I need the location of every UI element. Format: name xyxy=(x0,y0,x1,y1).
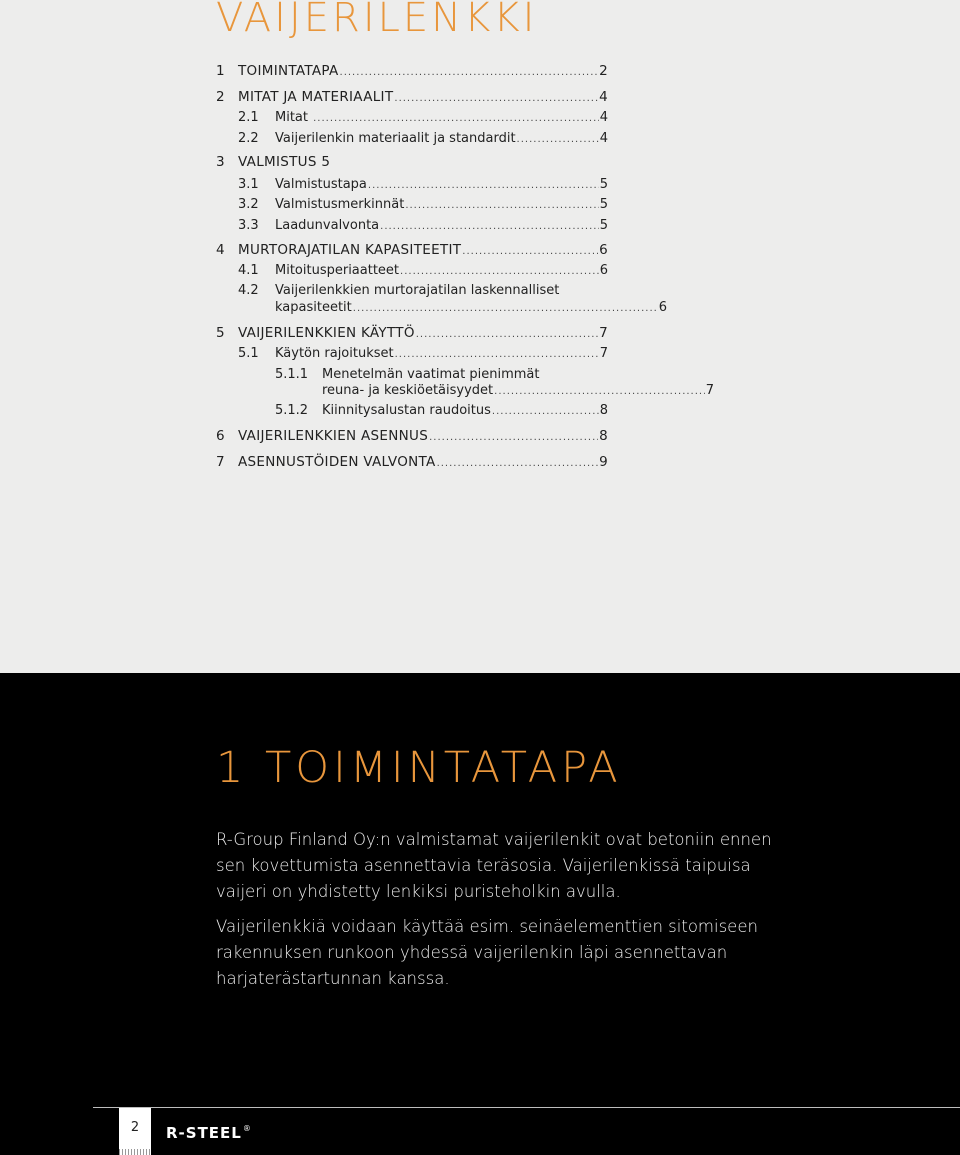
toc-item[interactable] xyxy=(216,197,608,214)
toc-item[interactable] xyxy=(216,177,608,194)
toc-item[interactable] xyxy=(216,367,608,383)
toc-leader xyxy=(394,91,598,107)
toc-leader xyxy=(405,198,598,214)
toc-label: MURTORAJATILAN KAPASITEETIT xyxy=(238,242,462,258)
footer-divider xyxy=(93,1107,960,1108)
toc-item[interactable] xyxy=(216,242,608,260)
toc-leader xyxy=(368,178,599,194)
toc-number: 3.1 xyxy=(238,177,259,192)
registered-mark: ® xyxy=(242,1124,251,1133)
page-number: 2 xyxy=(130,1120,140,1135)
toc-leader xyxy=(517,132,599,148)
toc-number: 3 xyxy=(216,154,225,170)
body-paragraph: R-Group Finland Oy:n valmistamat vaijerilenkit ovat betoniin ennen sen kovettumista asennettavia teräsosia. Vaijerilenkissä taipuisa vaijeri on yhdistetty lenkiksi puristeholkin avulla. xyxy=(216,830,772,901)
toc-leader xyxy=(395,347,599,363)
toc-label: Mitoitusperiaatteet xyxy=(275,263,400,278)
toc-page: 7 xyxy=(599,346,608,361)
toc-page: 5 xyxy=(599,177,608,192)
toc-page: 7 xyxy=(705,383,714,398)
toc-label: Menetelmän vaatimat pienimmät xyxy=(322,367,540,382)
toc-item[interactable] xyxy=(216,325,608,343)
toc-leader xyxy=(462,244,598,260)
toc-page: 4 xyxy=(599,110,608,125)
toc-leader xyxy=(494,384,705,400)
page-box-stripes xyxy=(119,1149,151,1155)
toc-item[interactable] xyxy=(216,454,608,472)
toc-item[interactable] xyxy=(216,218,608,235)
toc-label: Laadunvalvonta xyxy=(275,218,380,233)
toc-label: VALMISTUS 5 xyxy=(238,154,331,170)
toc-page: 8 xyxy=(599,428,608,444)
page-number-box xyxy=(119,1108,151,1155)
toc-label: Vaijerilenkin materiaalit ja standardit xyxy=(275,131,516,146)
toc-label: Kiinnitysalustan raudoitus xyxy=(322,403,491,418)
toc-label: MITAT JA MATERIAALIT xyxy=(238,89,394,105)
toc-item-continuation[interactable] xyxy=(216,383,714,400)
toc-number: 1 xyxy=(216,63,225,79)
toc-label: TOIMINTATAPA xyxy=(238,63,339,79)
toc-label: VAIJERILENKKIEN ASENNUS xyxy=(238,428,429,444)
toc-number: 7 xyxy=(216,454,225,470)
toc-page: 5 xyxy=(599,197,608,212)
toc-number: 5 xyxy=(216,325,225,341)
section-heading: 1 TOIMINTATAPA xyxy=(216,743,622,793)
toc-leader xyxy=(437,456,599,472)
toc-page: 5 xyxy=(599,218,608,233)
toc-page: 6 xyxy=(599,263,608,278)
toc-item[interactable] xyxy=(216,89,608,107)
toc-leader xyxy=(492,404,599,420)
toc-leader xyxy=(429,430,598,446)
toc-number: 4 xyxy=(216,242,225,258)
toc-number: 3.2 xyxy=(238,197,259,212)
body-paragraph: Vaijerilenkkiä voidaan käyttää esim. seinäelementtien sitomiseen rakennuksen runkoon yhdessä vaijerilenkin läpi asennettavan harjaterästartunnan kanssa. xyxy=(216,917,758,988)
toc-number: 2.2 xyxy=(238,131,259,146)
toc-item[interactable] xyxy=(216,63,608,81)
toc-number: 5.1 xyxy=(238,346,259,361)
toc-leader xyxy=(340,65,599,81)
toc-number: 4.1 xyxy=(238,263,259,278)
toc-number: 5.1.2 xyxy=(275,403,309,418)
toc-item[interactable] xyxy=(216,403,608,420)
toc-item[interactable] xyxy=(216,283,608,299)
toc-leader xyxy=(416,327,598,343)
toc-label: Mitat xyxy=(275,110,313,125)
brand-logo xyxy=(166,1123,251,1143)
toc-page: 2 xyxy=(599,63,608,79)
toc-number: 5.1.1 xyxy=(275,367,309,382)
toc-label: Valmistustapa xyxy=(275,177,367,192)
toc-page: 7 xyxy=(599,325,608,341)
toc-label: Käytön rajoitukset xyxy=(275,346,394,361)
toc-number: 2.1 xyxy=(238,110,259,125)
toc-label: Valmistusmerkinnät xyxy=(275,197,405,212)
toc-page: 9 xyxy=(599,454,608,470)
toc-item[interactable] xyxy=(216,428,608,446)
toc-item[interactable] xyxy=(216,110,608,127)
toc-label: Vaijerilenkkien murtorajatilan laskennalliset xyxy=(275,283,560,298)
toc-page: 6 xyxy=(599,242,608,258)
toc-page: 6 xyxy=(658,300,667,315)
toc-label: ASENNUSTÖIDEN VALVONTA xyxy=(238,454,436,470)
toc-page: 8 xyxy=(599,403,608,418)
toc-label: kapasiteetit xyxy=(275,300,352,315)
toc-number: 2 xyxy=(216,89,225,105)
toc-leader xyxy=(353,301,658,317)
toc-item[interactable] xyxy=(216,131,608,148)
document-title: VAIJERILENKKI xyxy=(216,0,538,41)
toc-item-continuation[interactable] xyxy=(216,300,667,317)
toc-number: 6 xyxy=(216,428,225,444)
toc-label: VAIJERILENKKIEN KÄYTTÖ xyxy=(238,325,415,341)
toc-number: 3.3 xyxy=(238,218,259,233)
toc-page: 4 xyxy=(599,131,608,146)
brand-name: R-STEEL xyxy=(166,1124,242,1142)
toc-page: 4 xyxy=(599,89,608,105)
toc-number: 4.2 xyxy=(238,283,259,298)
toc-leader xyxy=(313,111,599,127)
toc-item[interactable] xyxy=(216,263,608,280)
toc-leader xyxy=(380,219,599,235)
toc-item[interactable] xyxy=(216,154,608,170)
toc-label: reuna- ja keskiöetäisyydet xyxy=(322,383,494,398)
toc-item[interactable] xyxy=(216,346,608,363)
toc-leader xyxy=(400,264,599,280)
